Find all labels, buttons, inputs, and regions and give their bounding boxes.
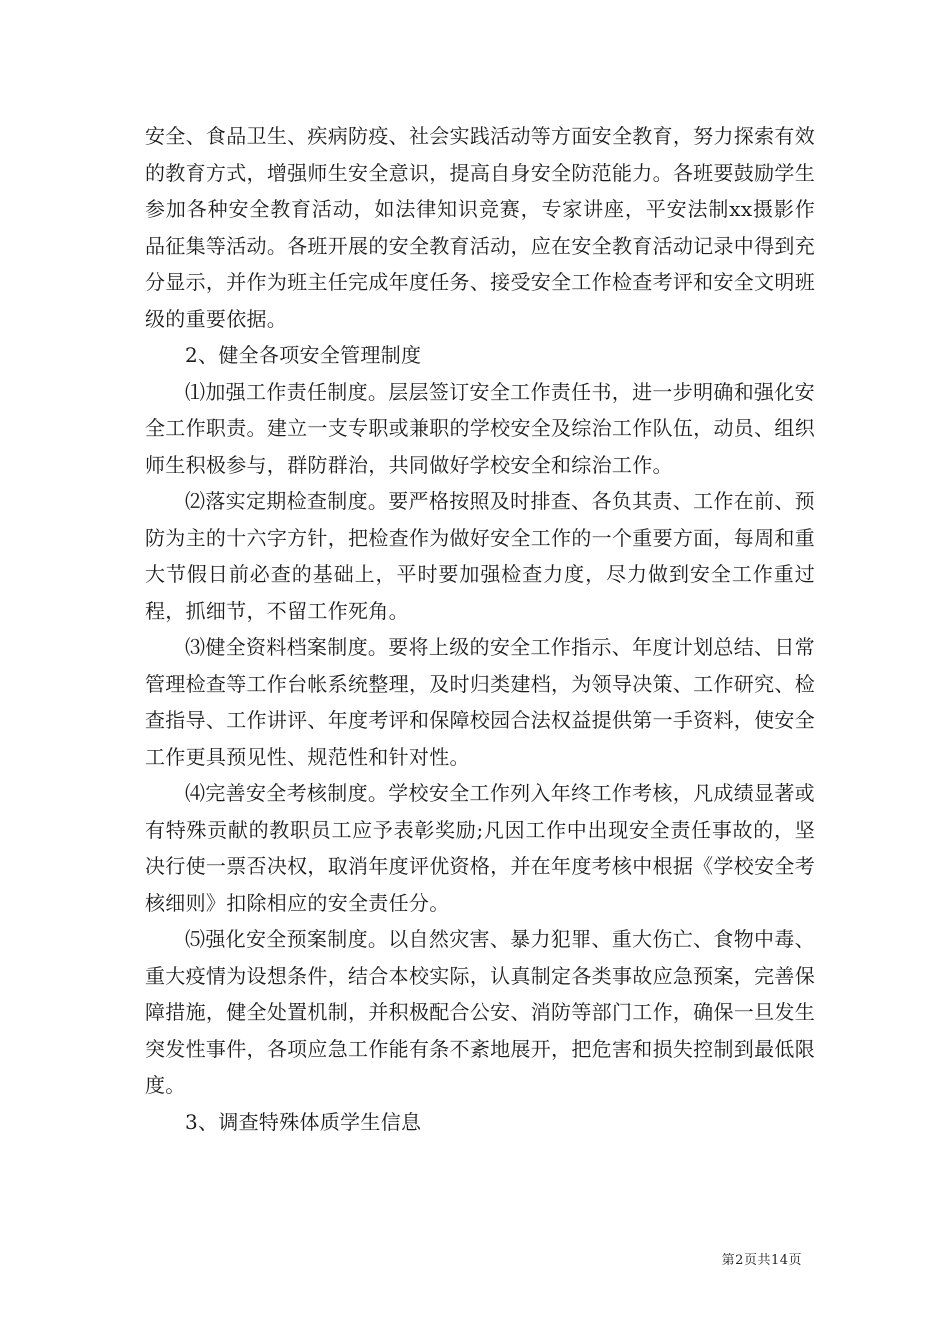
paragraph-item-1: ⑴加强工作责任制度。层层签订安全工作责任书，进一步明确和强化安全工作职责。建立一支专职或兼职的学校安全及综治工作队伍，动员、组织师生积极参与，群防群治，共同做好学校安全和综治工作。: [145, 379, 815, 477]
paragraph-item-3: ⑶健全资料档案制度。要将上级的安全工作指示、年度计划总结、日常管理检查等工作台帐系统整理，及时归类建档，为领导决策、工作研究、检查指导、工作讲评、年度考评和保障校园合法权益提供第一手资料，使安全工作更具预见性、规范性和针对性。: [145, 635, 815, 769]
document-body: [145, 118, 815, 1140]
section-heading-3: 3、调查特殊体质学生信息: [185, 1109, 422, 1134]
paragraph-item-5: ⑸强化安全预案制度。以自然灾害、暴力犯罪、重大伤亡、食物中毒、重大疫情为设想条件，结合本校实际，认真制定各类事故应急预案，完善保障措施，健全处置机制，并积极配合公安、消防等部门工作，确保一旦发生突发性事件，各项应急工作能有条不紊地展开，把危害和损失控制到最低限度。: [145, 927, 815, 1097]
page-number-footer: 第2页共14页: [721, 1253, 802, 1268]
paragraph-item-2: ⑵落实定期检查制度。要严格按照及时排查、各负其责、工作在前、预防为主的十六字方针，把检查作为做好安全工作的一个重要方面，每周和重大节假日前必查的基础上，平时要加强检查力度，尽力做到安全工作重过程，抓细节，不留工作死角。: [145, 489, 815, 623]
section-heading-2: 2、健全各项安全管理制度: [185, 343, 422, 367]
paragraph-item-4: ⑷完善安全考核制度。学校安全工作列入年终工作考核，凡成绩显著或有特殊贡献的教职员工应予表彰奖励;凡因工作中出现安全责任事故的，坚决行使一票否决权，取消年度评优资格，并在年度考核中根据《学校安全考核细则》扣除相应的安全责任分。: [145, 781, 815, 915]
paragraph-continuation: 安全、食品卫生、疾病防疫、社会实践活动等方面安全教育，努力探索有效的教育方式，增强师生安全意识，提高自身安全防范能力。各班要鼓励学生参加各种安全教育活动，如法律知识竞赛，专家讲座，平安法制xx摄影作品征集等活动。各班开展的安全教育活动，应在安全教育活动记录中得到充分显示，并作为班主任完成年度任务、接受安全工作检查考评和安全文明班级的重要依据。: [145, 124, 815, 331]
